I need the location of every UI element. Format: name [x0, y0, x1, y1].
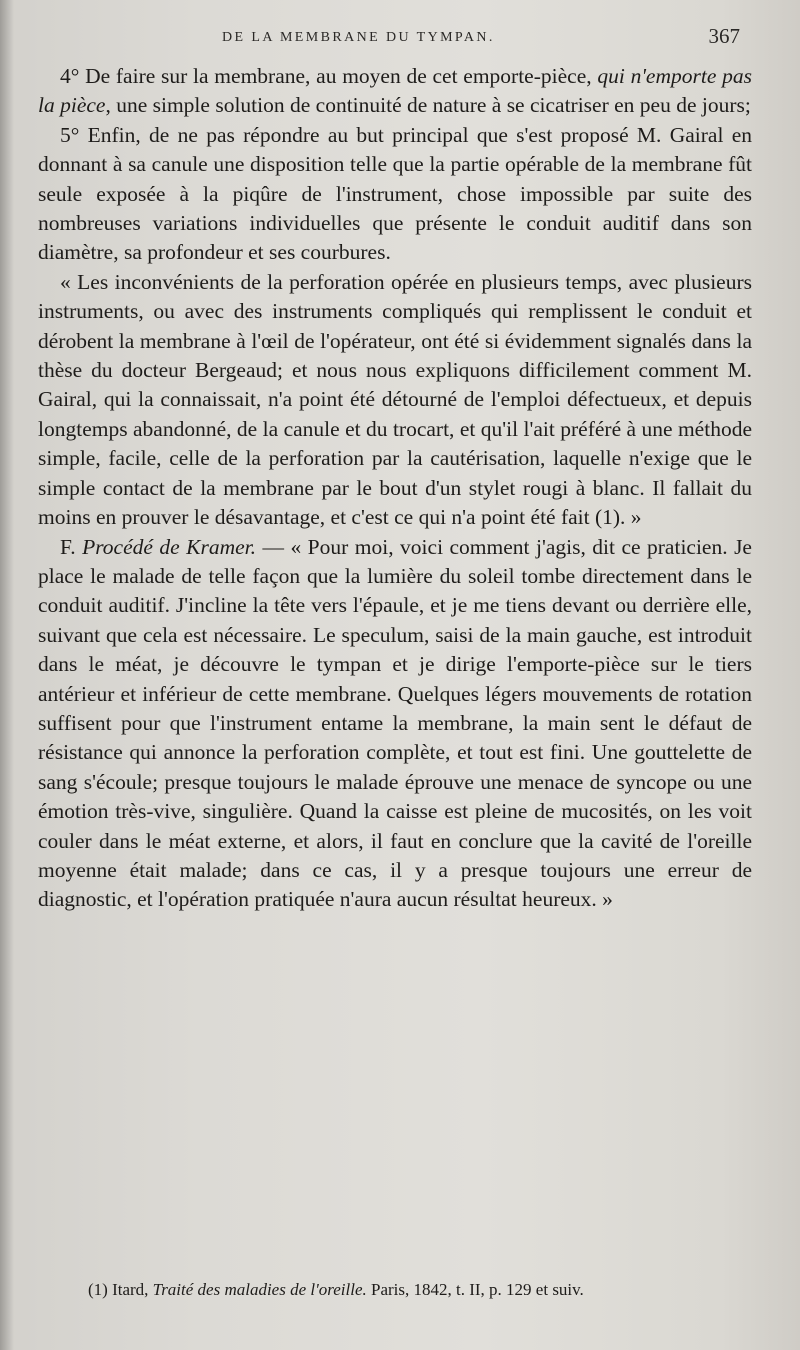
footnote — [88, 1280, 768, 1300]
footnote-tail: Paris, 1842, t. II, p. 129 et suiv. — [366, 1280, 584, 1299]
paragraph-item-5 — [38, 121, 752, 268]
paragraph-text: 5° Enfin, de ne pas répondre au but principal que s'est proposé M. Gairal en donnant à sa canule une disposition telle que la partie opérable de la membrane fût seule exposée à la piqûre de l'instrument, chose impossible par suite des nombreuses variations individuelles que présente le conduit auditif dans son diamètre, sa profondeur et ses courbures. — [38, 122, 752, 265]
paragraph-text: F. — [60, 534, 83, 559]
page-header — [0, 24, 800, 54]
paragraph-text-tail: — « Pour moi, voici comment j'agis, dit ce praticien. Je place le malade de telle façon que la lumière du soleil tombe directement dans le conduit auditif. J'incline la tête vers l'épaule, et je me tiens devant ou derrière elle, suivant que cela est nécessaire. Le speculum, saisi de la main gauche, est introduit dans le méat, je découvre le tympan et je dirige l'emporte-pièce sur le tiers antérieur et inférieur de cette membrane. Quelques légers mouvements de rotation suffisent pour que l'instrument entame la membrane, la main sent le défaut de résistance qui annonce la perforation complète, et tout est fini. Une gouttelette de sang s'écoule; presque toujours le malade éprouve une menace de syncope ou une émotion très-vive, singulière. Quand la caisse est pleine de mucosités, on les voit couler dans le méat externe, et alors, il faut en conclure que la cavité de l'oreille moyenne était malade; dans ce cas, il y a presque toujours une erreur de diagnostic, et l'opération pratiquée n'aura aucun résultat heureux. » — [38, 534, 752, 912]
paragraph-quote-gairal — [38, 268, 752, 533]
body-text — [38, 62, 752, 915]
paragraph-italic: Procédé de Kramer. — [82, 534, 257, 559]
paragraph-italic: qui n'emporte pas la pièce — [38, 64, 752, 118]
page-edge-shadow — [0, 0, 14, 1350]
footnote-lead: (1) Itard, — [88, 1280, 153, 1299]
paragraph-text: « Les inconvénients de la perforation opérée en plusieurs temps, avec plusieurs instruments, ou avec des instruments compliqués qui remplissent le conduit et dérobent la membrane à l'œil de l'opérateur, ont été si évidemment signalés dans la thèse du docteur Bergeaud; et nous nous expliquons difficilement comment M. Gairal, qui la connaissait, n'a point été détourné de l'emploi défectueux, et depuis longtemps abandonné, de la canule et du trocart, et qu'il l'ait préféré à une méthode simple, facile, celle de la perforation par la cautérisation, laquelle n'exige que le simple contact de la membrane par le bout d'un stylet rougi à blanc. Il fallait du moins en prouver le désavantage, et c'est ce qui n'a point été fait (1). » — [38, 269, 752, 530]
paragraph-kramer — [38, 533, 752, 915]
page-number: 367 — [708, 24, 740, 48]
paragraph-text-tail: , une simple solution de continuité de nature à se cicatriser en peu de jours; — [105, 93, 751, 118]
running-title: DE LA MEMBRANE DU TYMPAN. — [222, 30, 495, 45]
paragraph-item-4 — [38, 62, 752, 121]
footnote-italic: Traité des maladies de l'oreille. — [152, 1280, 367, 1299]
paragraph-text: 4° De faire sur la membrane, au moyen de cet emporte-pièce, — [60, 64, 598, 88]
